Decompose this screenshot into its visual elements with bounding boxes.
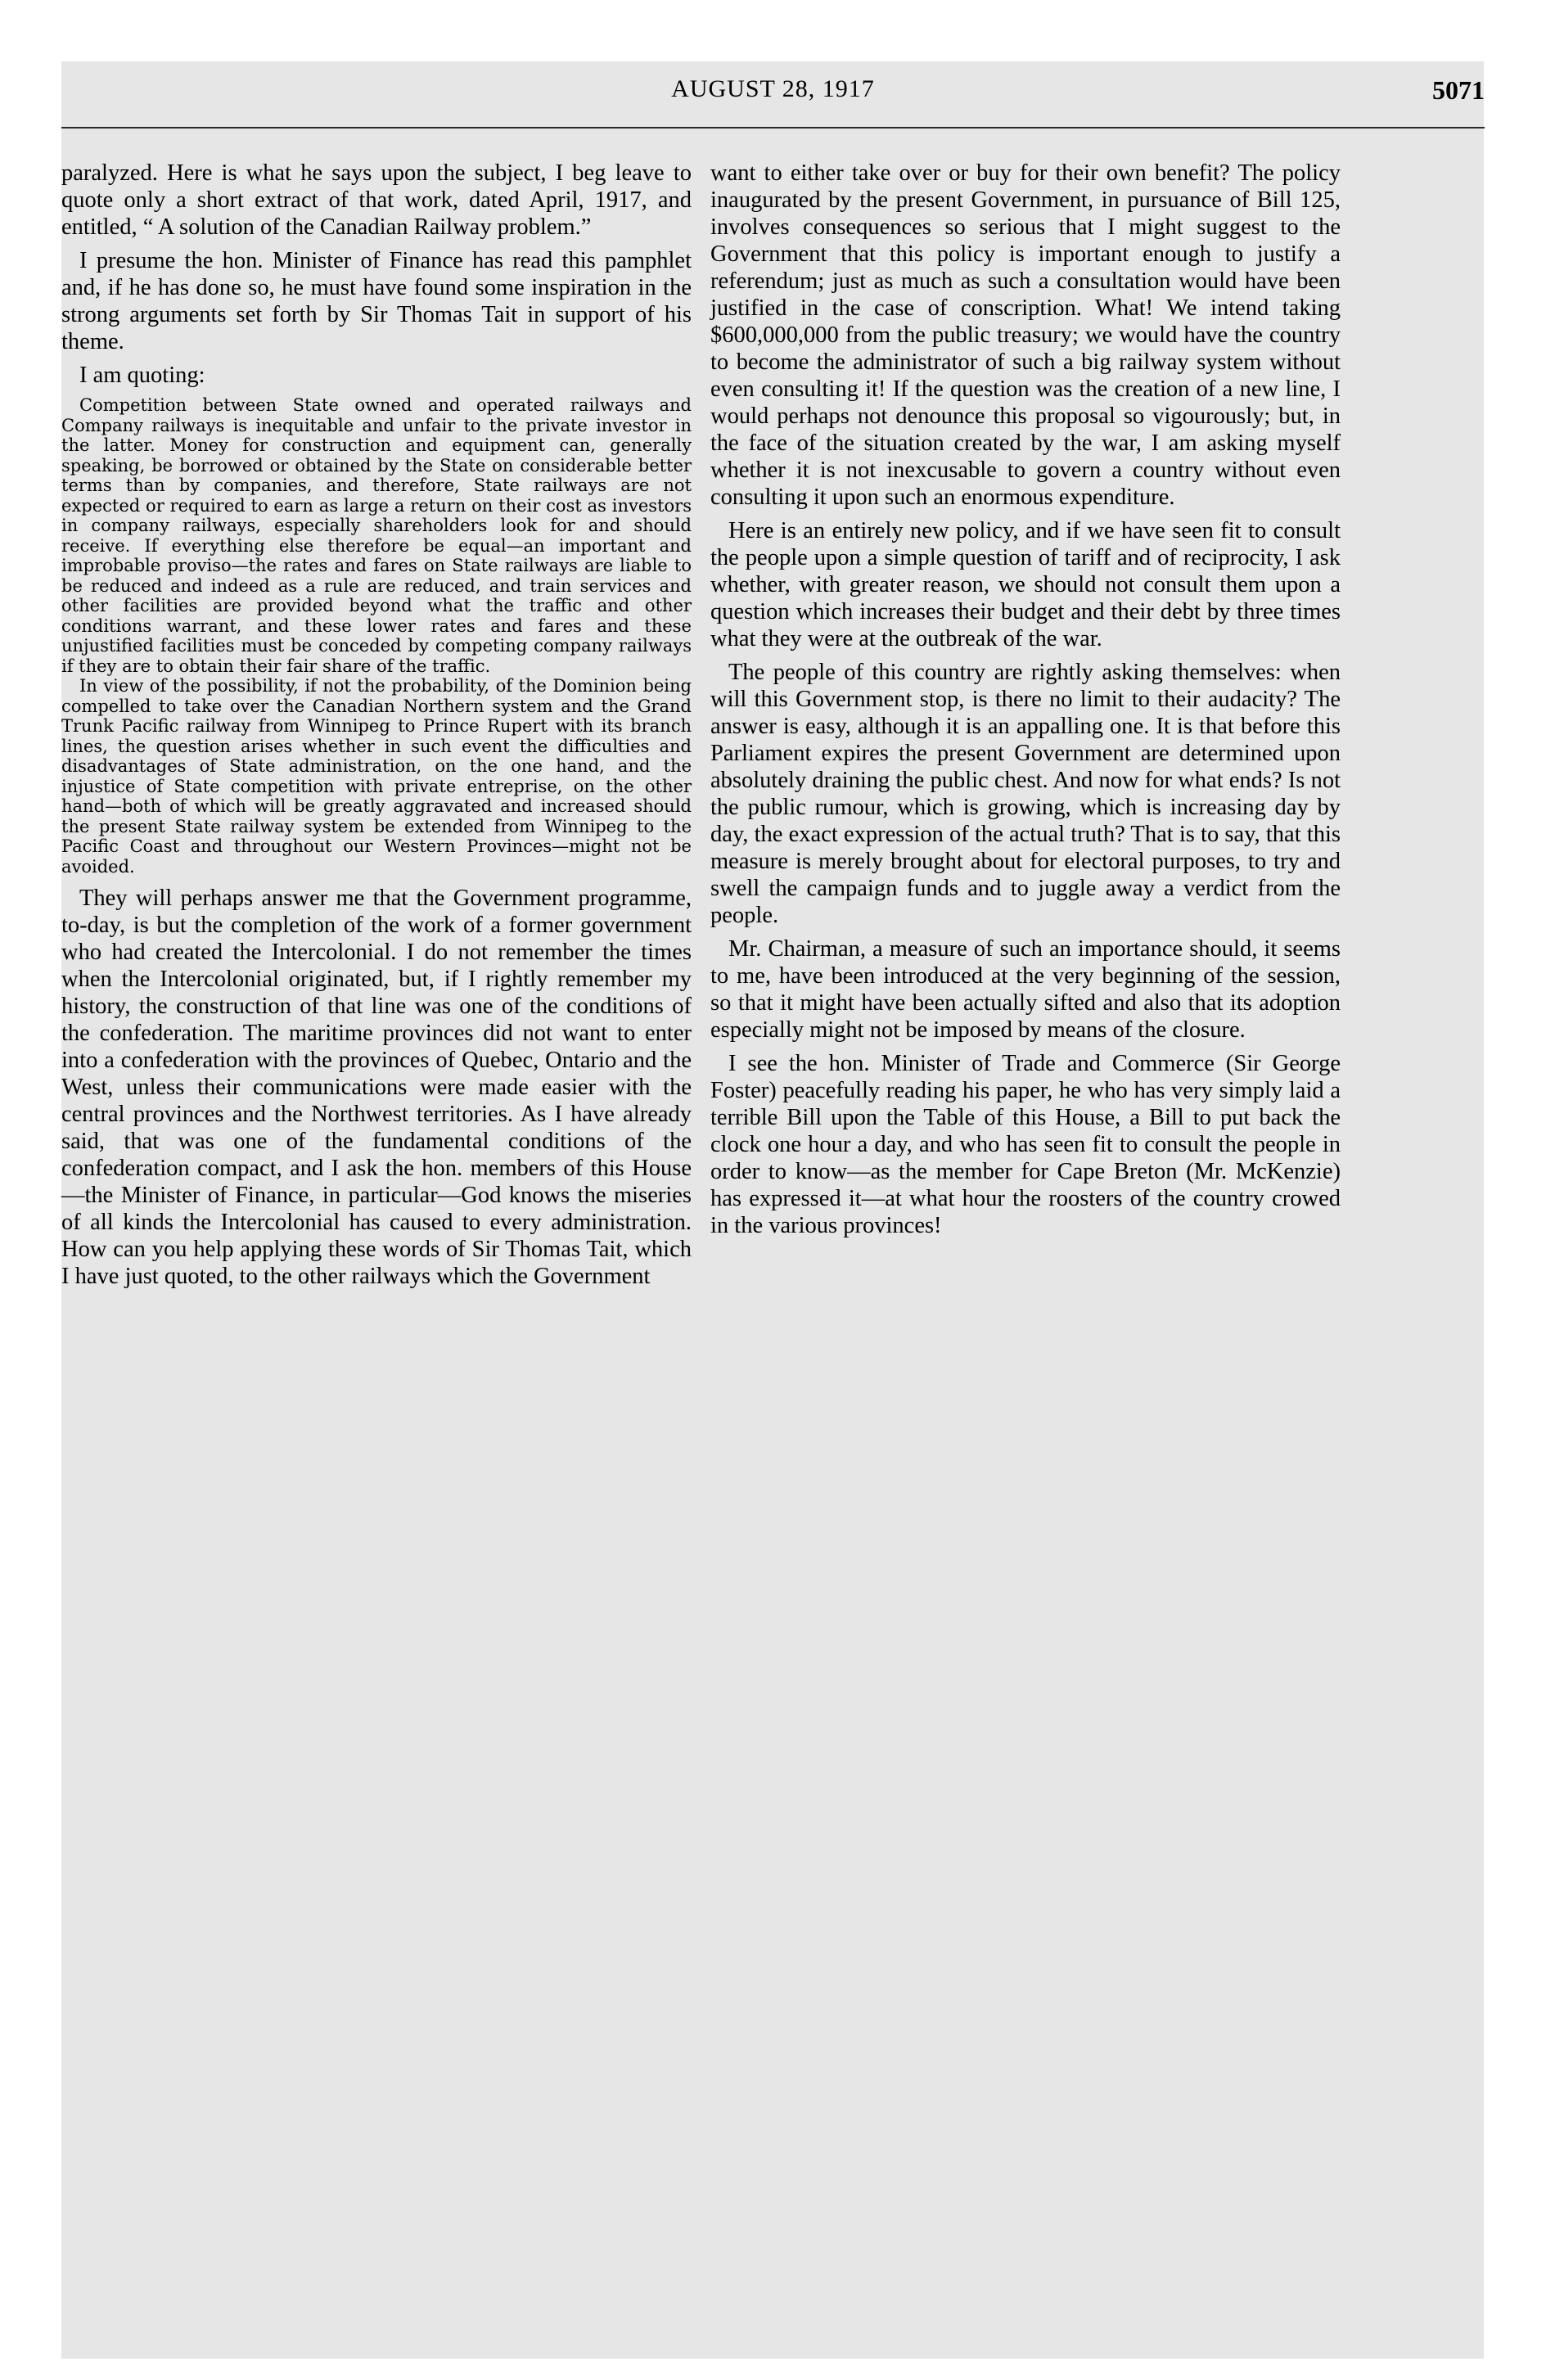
running-head-date: AUGUST 28, 1917 [671,75,875,102]
right-column [710,160,1341,1246]
paragraph: I presume the hon. Minister of Finance has read this pamphlet and, if he has done so, he must have found some inspiration in the strong arguments set forth by Sir Thomas Tait in support of his theme. [61,248,692,354]
quote-paragraph: Competition between State owned and operated railways and Company railways is inequitable and unfair to the private investor in the latter. Money for construction and equipment can, generally speaking, be borrowed or obtained by the State on considerable better terms than by companies, and therefore, State railways are not expected or required to earn as large a return on their cost as investors in company railways, especially shareholders look for and should receive. If everything else therefore be equal—an important and improbable proviso—the rates and fares on State railways are liable to be reduced and indeed as a rule are reduced, and train services and other facilities are provided beyond what the traffic and other conditions warrant, and these lower rates and fares and these unjustified facilities must be conceded by competing company railways if they are to obtain their fair share of the traffic. [61,395,692,676]
quote-paragraph: In view of the possibility, if not the probability, of the Dominion being compelled to take over the Canadian Northern system and the Grand Trunk Pacific railway from Winnipeg to Prince Rupert with its branch lines, the question arises whether in such event the difficulties and disadvantages of State administration, on the one hand, and the injustice of State competition with private entreprise, on the other hand—both of which will be greatly aggravated and increased should the present State railway system be extended from Winnipeg to the Pacific Coast and throughout our Western Provinces—might not be avoided. [61,676,692,877]
paragraph: The people of this country are rightly asking themselves: when will this Government stop, is there no limit to their audacity? The answer is easy, although it is an appalling one. It is that before this Parliament expires the present Government are determined upon absolutely draining the public chest. And now for what ends? Is not the public rumour, which is growing, which is increasing day by day, the exact expression of the actual truth? That is to say, that this measure is merely brought about for electoral purposes, to try and swell the campaign funds and to juggle away a verdict from the people. [710,660,1341,928]
paragraph: Here is an entirely new policy, and if we have seen fit to consult the people upon a simple question of tariff and of reciprocity, I ask whether, with greater reason, we should not consult them upon a question which increases their budget and their debt by three times what they were at the outbreak of the war. [710,518,1341,651]
header-rule [61,127,1485,128]
paragraph: I am quoting: [79,363,205,388]
paragraph: want to either take over or buy for their own benefit? The policy inaugurated by the present Government, in pursuance of Bill 125, involves consequences so serious that I might suggest to the Government that this policy is important enough to justify a referendum; just as much as such a consultation would have been justified in the case of conscription. What! We intend taking $600,000,000 from the public treasury; we would have the country to become the administrator of such a big railway system without even consulting it! If the question was the creation of a new line, I would perhaps not denounce this proposal so vigourously; but, in the face of the situation created by the war, I am asking myself whether it is not inexcusable to govern a country without even consulting it upon such an enormous expenditure. [710,160,1341,510]
paragraph: They will perhaps answer me that the Government programme, to-day, is but the completion of the work of a former government who had created the Intercolonial. I do not remember the times when the Intercolonial originated, but, if I rightly remember my history, the construction of that line was one of the conditions of the confederation. The maritime provinces did not want to enter into a confederation with the provinces of Quebec, Ontario and the West, unless their communications were made easier with the central provinces and the Northwest territories. As I have already said, that was one of the fundamental conditions of the confederation compact, and I ask the hon. members of this House—the Minister of Finance, in particular—God knows the miseries of all kinds the Intercolonial has caused to every administration. How can you help applying these words of Sir Thomas Tait, which I have just quoted, to the other railways which the Government [61,886,692,1289]
paragraph: paralyzed. Here is what he says upon the subject, I beg leave to quote only a short extract of that work, dated April, 1917, and entitled, “ A solution of the Canadian Railway problem.” [61,160,692,240]
paragraph: Mr. Chairman, a measure of such an importance should, it seems to me, have been introduced at the very beginning of the session, so that it might have been actually sifted and also that its adoption especially might not be imposed by means of the closure. [710,936,1341,1043]
page-header [61,75,1485,116]
left-column [61,160,692,1296]
block-quote [61,395,692,877]
paragraph: I see the hon. Minister of Trade and Commerce (Sir George Foster) peacefully reading his paper, he who has very simply laid a terrible Bill upon the Table of this House, a Bill to put back the clock one hour a day, and who has seen fit to consult the people in order to know—as the member for Cape Breton (Mr. McKenzie) has expressed it—at what hour the roosters of the country crowed in the various provinces! [710,1051,1341,1238]
page-number: 5071 [1432,75,1485,105]
